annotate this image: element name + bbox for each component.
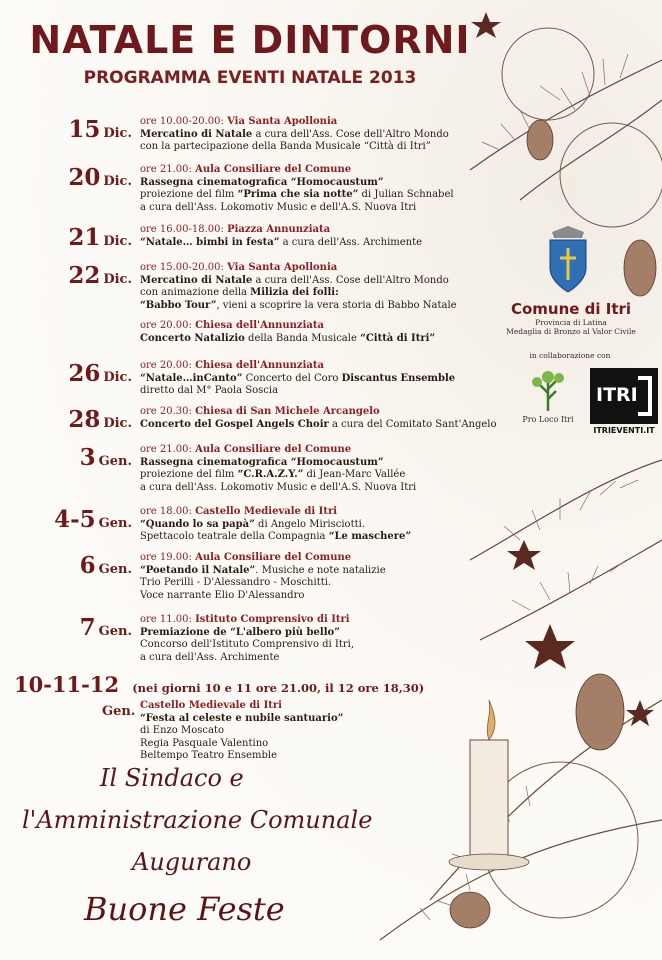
- event-text: “Natale… bimbi in festa”: [140, 236, 280, 248]
- event-month: Gen.: [98, 454, 132, 469]
- event-description-line: [140, 141, 470, 154]
- event-text: “Natale…inCanto”: [140, 372, 243, 384]
- event-time: ore 15.00-20.00:: [140, 262, 228, 273]
- event-place: Chiesa dell'Annunziata: [195, 360, 324, 371]
- event-details: [140, 700, 440, 763]
- event-date: [129, 320, 132, 347]
- event-time-place: [140, 164, 470, 177]
- event-text: “C.R.A.Z.Y.”: [237, 469, 304, 480]
- event-time: ore 10.00-20.00:: [140, 116, 228, 127]
- event-text: Concorso dell'Istituto Comprensivo di Itri,: [140, 639, 355, 650]
- collaboration-label: in collaborazione con: [529, 351, 611, 360]
- event-day: 26: [68, 360, 101, 387]
- event-place: Castello Medievale di Itri: [195, 506, 338, 517]
- event-place: Aula Consiliare del Comune: [195, 552, 352, 563]
- event-date: [68, 164, 132, 191]
- event-description-line: [140, 385, 470, 398]
- event-day: 4-5: [54, 506, 96, 533]
- page-subtitle: PROGRAMMA EVENTI NATALE 2013: [83, 68, 417, 88]
- event-time: ore 16.00-18.00:: [140, 224, 228, 235]
- event-month: Gen.: [98, 562, 132, 577]
- event-place: Castello Medievale di Itri: [140, 700, 282, 711]
- event-text: a cura dell'Ass. Archimente: [140, 651, 280, 663]
- event-special: [14, 672, 474, 761]
- event-place: Via Santa Apollonia: [227, 116, 338, 127]
- itrieventi-label: ITRIEVENTI.IT: [593, 426, 655, 435]
- event-text: Milizia dei folli:: [250, 287, 339, 298]
- event-month: Gen.: [98, 516, 132, 531]
- event-description-line: [140, 418, 497, 432]
- event-text: a cura dell'Ass. Archimente: [279, 236, 423, 248]
- event-description-line: [140, 189, 470, 202]
- event-date: [68, 262, 132, 289]
- event-day: 3: [79, 444, 96, 471]
- comune-medal: Medaglia di Bronzo al Valor Civile: [506, 327, 636, 336]
- pro-loco-label: Pro Loco Itri: [522, 415, 574, 424]
- event-text: Concerto Natalizio: [140, 332, 245, 344]
- event-description-line: [140, 333, 470, 346]
- pinecone-icon: [527, 120, 553, 160]
- event-time: ore 20.30:: [140, 406, 196, 417]
- event-details: [140, 552, 470, 602]
- event-date: [80, 614, 132, 641]
- event-date: [80, 444, 132, 471]
- event-description-line: [140, 177, 470, 190]
- event-text: a cura dell'Ass. Cose dell'Altro Mondo: [252, 274, 449, 286]
- greeting-line: Buone Feste: [84, 890, 285, 928]
- event-text: a cura dell'Ass. Lokomotiv Music e dell'A.S. Nuova Itri: [140, 201, 417, 213]
- event-time: ore 20.00:: [140, 320, 196, 331]
- event-text: . Musiche e note natalizie: [255, 564, 386, 576]
- greeting-line: Il Sindaco e: [100, 764, 244, 792]
- event-text: Discantus Ensemble: [341, 372, 456, 384]
- event-description-line: [140, 652, 470, 665]
- event-details: [140, 116, 470, 154]
- event-time-place: [140, 116, 470, 129]
- pinecone-icon: [576, 674, 624, 750]
- event-date: [68, 224, 132, 251]
- event-time: ore 21.00:: [140, 164, 196, 175]
- event-text: Mercatino di Natale: [140, 128, 253, 140]
- event-day: 10-11-12: [14, 672, 120, 697]
- event-author: di Enzo Moscato: [140, 725, 224, 736]
- event-text: con la partecipazione della Banda Musicale “Città di Itri”: [140, 141, 431, 152]
- event-day: 6: [79, 552, 96, 579]
- event-place: Chiesa di San Michele Arcangelo: [195, 406, 380, 417]
- tree-logo-icon: [528, 367, 568, 413]
- event-text: Spettacolo teatrale della Compagnia: [140, 531, 329, 542]
- event-day: 7: [79, 614, 96, 641]
- event-place: Piazza Annunziata: [227, 224, 331, 235]
- pinecone-icon: [450, 892, 490, 928]
- event-text: Rassegna cinematografica “Homocaustum”: [140, 176, 384, 188]
- event-text: “Poetando il Natale”: [140, 564, 256, 576]
- pro-loco-logo: [518, 367, 578, 424]
- pinecone-icon: [624, 240, 656, 296]
- event-details: [140, 614, 470, 664]
- event-details: [140, 164, 470, 214]
- event-text: Concerto del Coro: [242, 372, 342, 384]
- event-date: [80, 552, 132, 579]
- event-text: “Le maschere”: [328, 531, 412, 542]
- event-time: ore 20.00:: [140, 360, 196, 371]
- event-company: Beltempo Teatro Ensemble: [140, 750, 278, 761]
- event-day: 28: [68, 406, 101, 433]
- event-text: con animazione della: [140, 287, 251, 298]
- event-text: diretto dal M° Paola Soscia: [140, 385, 279, 396]
- event-place: Aula Consiliare del Comune: [195, 444, 352, 455]
- event-time: ore 19.00:: [140, 552, 196, 563]
- event-times-note: (nei giorni 10 e 11 ore 21.00, il 12 ore 18,30): [132, 681, 425, 695]
- event-place: Istituto Comprensivo di Itri: [195, 614, 350, 625]
- event-details: [140, 406, 497, 431]
- event-text: a cura dell'Ass. Lokomotiv Music e dell'A.S. Nuova Itri: [140, 481, 417, 493]
- comune-block: [488, 300, 654, 336]
- event-description-line: [140, 519, 470, 532]
- event-time-place: [140, 552, 470, 565]
- star-ornament-icon: [507, 540, 541, 570]
- event-text: di Angelo Mirisciotti.: [254, 518, 365, 530]
- event-place: Via Santa Apollonia: [227, 262, 338, 273]
- event-date: [68, 406, 132, 433]
- event-month: Dic.: [103, 272, 132, 287]
- event-day: 20: [68, 164, 101, 191]
- event-description-line: [140, 202, 470, 215]
- event-time: ore 18.00:: [140, 506, 196, 517]
- event-text: proiezione del film: [140, 469, 238, 480]
- event-month: Gen.: [102, 704, 136, 719]
- event-description-line: [140, 590, 470, 603]
- greeting-line: Augurano: [132, 848, 252, 876]
- event-text: Mercatino di Natale: [140, 274, 253, 286]
- event-description-line: [140, 275, 470, 288]
- page-title: NATALE E DINTORNI: [29, 18, 471, 62]
- event-text: “Prima che sia notte”: [237, 189, 359, 200]
- event-text: a cura del Comitato Sant'Angelo: [328, 418, 497, 430]
- event-day: 15: [68, 116, 101, 143]
- event-month: Dic.: [103, 234, 132, 249]
- comune-province: Provincia di Latina: [535, 318, 607, 327]
- event-text: “Quando lo sa papà”: [140, 518, 255, 530]
- event-month: Dic.: [103, 416, 132, 431]
- event-description-line: [140, 482, 470, 495]
- event-details: [140, 360, 470, 398]
- event-details: [140, 506, 470, 544]
- event-time-place: [140, 224, 470, 237]
- event-text: della Banda Musicale: [244, 332, 361, 344]
- event-text: Trio Perilli - D'Alessandro - Moschitti.: [140, 577, 332, 588]
- event-details: [140, 444, 470, 494]
- event-place: Aula Consiliare del Comune: [195, 164, 352, 175]
- event-text: a cura dell'Ass. Cose dell'Altro Mondo: [252, 128, 449, 140]
- event-date: [68, 116, 132, 143]
- event-description-line: [140, 639, 470, 652]
- itrieventi-logo: [590, 368, 658, 435]
- event-time-place: [140, 444, 470, 457]
- event-time-place: [140, 360, 470, 373]
- event-day: 21: [68, 224, 101, 251]
- event-time-place: [140, 406, 470, 419]
- event-month: Gen.: [98, 624, 132, 639]
- event-month: Dic.: [103, 370, 132, 385]
- event-text: Premiazione de “L'albero più bello”: [140, 626, 340, 638]
- event-text: , vieni a scoprire la vera storia di Babbo Natale: [216, 299, 457, 311]
- event-description-line: [140, 287, 470, 300]
- event-description-line: [140, 627, 470, 640]
- event-details: [140, 224, 470, 249]
- event-text: Voce narrante Elio D'Alessandro: [140, 589, 305, 601]
- itri-logo-box: [590, 368, 658, 424]
- event-text: “Babbo Tour”: [140, 299, 217, 311]
- event-text: Rassegna cinematografica “Homocaustum”: [140, 456, 384, 468]
- greeting-line: l'Amministrazione Comunale: [22, 806, 373, 834]
- event-title: “Festa al celeste e nubile santuario”: [140, 712, 344, 724]
- event-details: [140, 320, 470, 345]
- candle-icon: [449, 700, 529, 870]
- event-text: di Jean-Marc Vallée: [303, 469, 406, 480]
- event-description-line: [140, 129, 470, 142]
- ornament-ball-icon: [560, 123, 662, 227]
- itri-logo-text: ITRI: [596, 384, 638, 406]
- comune-name: Comune di Itri: [510, 300, 632, 318]
- event-date: [54, 506, 132, 533]
- itri-logo-mark: [638, 376, 652, 416]
- star-ornament-icon: [626, 700, 654, 726]
- event-date: [68, 360, 132, 387]
- event-time-place: [140, 320, 470, 333]
- event-time-place: [140, 614, 470, 627]
- star-ornament-icon: [525, 624, 575, 669]
- comune-coat-of-arms-icon: [546, 224, 590, 296]
- event-description-line: [140, 565, 470, 578]
- event-director: Regia Pasquale Valentino: [140, 737, 269, 749]
- ornament-ball-icon: [502, 28, 594, 120]
- event-description-line: [140, 300, 470, 313]
- event-month: Dic.: [103, 174, 132, 189]
- event-time: ore 21.00:: [140, 444, 196, 455]
- event-month: Dic.: [103, 126, 132, 141]
- event-description-line: [140, 457, 470, 470]
- event-description-line: [140, 531, 470, 544]
- event-text: proiezione del film: [140, 189, 238, 200]
- event-description-line: [140, 469, 470, 482]
- event-text: di Julian Schnabel: [358, 189, 454, 200]
- event-text: “Città di Itri”: [360, 332, 436, 344]
- event-text: Concerto del Gospel Angels Choir: [140, 418, 329, 430]
- event-time-place: [140, 506, 470, 519]
- event-time: ore 11.00:: [140, 614, 196, 625]
- event-time-place: [140, 262, 470, 275]
- event-place: Chiesa dell'Annunziata: [195, 320, 324, 331]
- event-description-line: [140, 237, 470, 250]
- event-day: 22: [68, 262, 101, 289]
- event-details: [140, 262, 470, 312]
- event-description-line: [140, 373, 470, 386]
- event-description-line: [140, 577, 470, 590]
